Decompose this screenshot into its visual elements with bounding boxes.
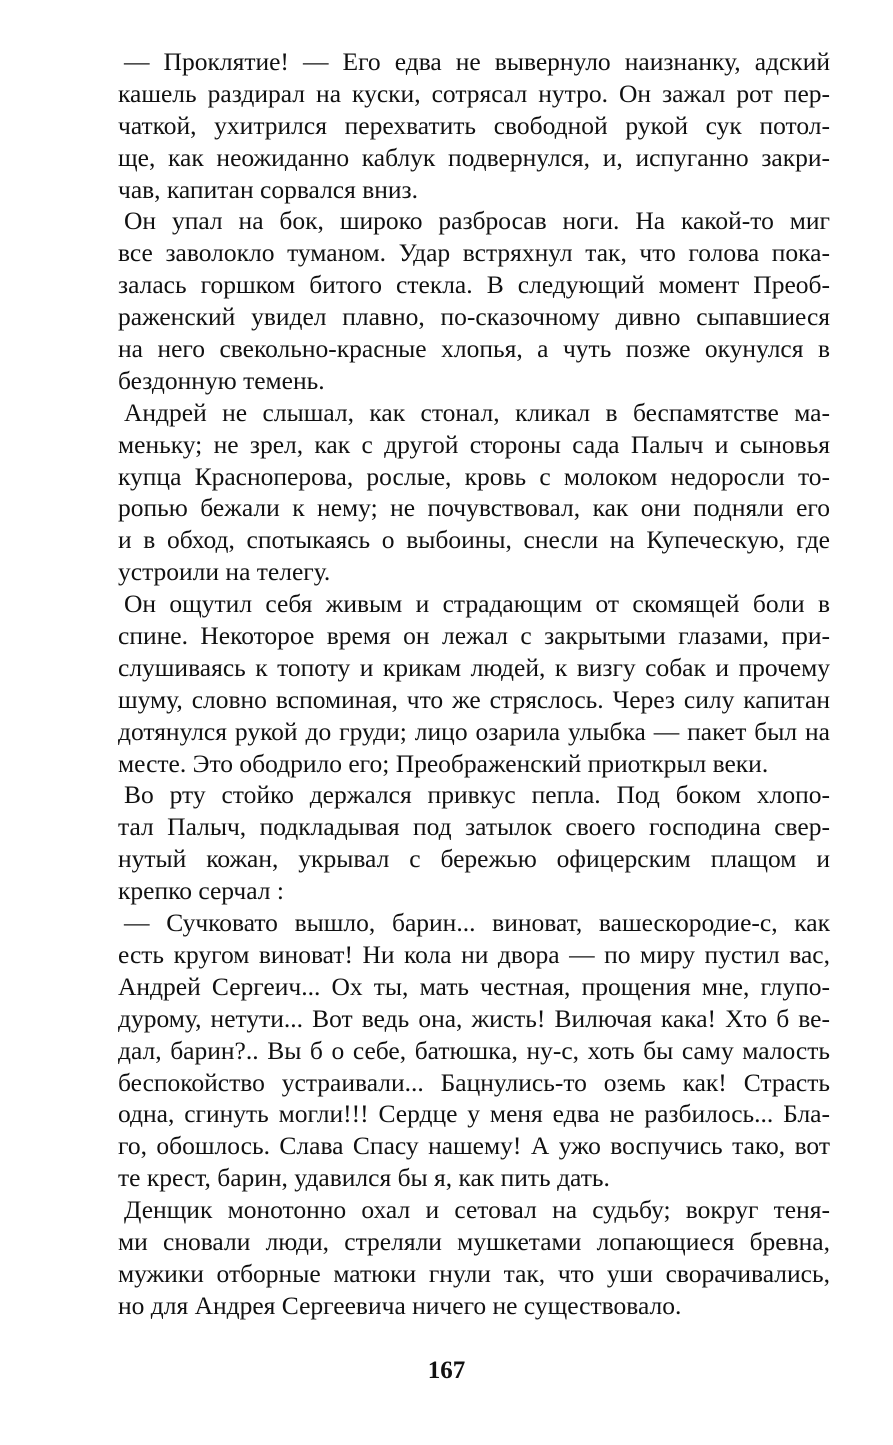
text-line: меньку; не зрел, как с другой стороны сада Палыч и сыновья bbox=[118, 429, 830, 459]
text-line: ропью бежали к нему; не почувствовал, как они подняли его bbox=[118, 493, 830, 523]
text-line: Андрей Сергеич... Ох ты, мать честная, прощения мне, глупо- bbox=[118, 971, 830, 1001]
text-line: но для Андрея Сергеевича ничего не существовало. bbox=[118, 1290, 682, 1320]
text-line: одна, сгинуть могли!!! Сердце у меня едва не разбилось... Бла- bbox=[118, 1099, 830, 1129]
paragraph bbox=[118, 46, 830, 205]
text-line: Андрей не слышал, как стонал, кликал в беспамятстве ма- bbox=[124, 397, 830, 427]
paragraph bbox=[118, 588, 830, 779]
text-line: шуму, словно вспоминая, что же стряслось. Через силу капитан bbox=[118, 684, 830, 714]
text-line: чав, капитан сорвался вниз. bbox=[118, 174, 418, 204]
text-line: раженский увидел плавно, по-сказочному дивно сыпавшиеся bbox=[118, 302, 830, 332]
text-line: беспокойство устраивали... Бацнулись-то оземь как! Страсть bbox=[118, 1067, 830, 1097]
text-line: крепко серчал : bbox=[118, 876, 284, 906]
text-line: ще, как неожиданно каблук подвернулся, и, испуганно закри- bbox=[118, 142, 830, 172]
text-line: Он упал на бок, широко разбросав ноги. На какой-то миг bbox=[124, 206, 830, 236]
paragraph bbox=[118, 205, 830, 396]
text-line: месте. Это ободрило его; Преображенский приоткрыл веки. bbox=[118, 748, 769, 778]
text-line: ми сновали люди, стреляли мушкетами лопающиеся бревна, bbox=[118, 1226, 830, 1256]
text-line: Денщик монотонно охал и сетовал на судьбу; вокруг теня- bbox=[124, 1195, 830, 1225]
text-line: дал, барин?.. Вы б о себе, батюшка, ну-с, хоть бы саму малость bbox=[118, 1035, 830, 1065]
text-line: Во рту стойко держался привкус пепла. Под боком хлопо- bbox=[124, 780, 830, 810]
paragraph bbox=[118, 907, 830, 1194]
text-line: на него свекольно-красные хлопья, а чуть позже окунулся в bbox=[118, 334, 830, 364]
text-line: мужики отборные матюки гнули так, что уши сворачивались, bbox=[118, 1258, 830, 1288]
paragraph bbox=[118, 1194, 830, 1322]
text-line: слушиваясь к топоту и крикам людей, к визгу собак и прочему bbox=[118, 652, 830, 682]
text-line: — Сучковато вышло, барин... виноват, вашескородие-с, как bbox=[124, 908, 830, 938]
text-line: Он ощутил себя живым и страдающим от скомящей боли в bbox=[124, 589, 830, 619]
text-line: купца Красноперова, рослые, кровь с молоком недоросли то- bbox=[118, 461, 830, 491]
text-line: го, обошлось. Слава Спасу нашему! А ужо воспучись тако, вот bbox=[118, 1131, 830, 1161]
text-line: тал Палыч, подкладывая под затылок своего господина свер- bbox=[118, 812, 830, 842]
text-line: все заволокло туманом. Удар встряхнул так, что голова пока- bbox=[118, 238, 830, 268]
paragraph bbox=[118, 397, 830, 588]
text-line: устроили на телегу. bbox=[118, 557, 331, 587]
text-line: те крест, барин, удавился бы я, как пить дать. bbox=[118, 1163, 610, 1193]
text-line: есть кругом виноват! Ни кола ни двора — по миру пустил вас, bbox=[118, 939, 830, 969]
text-line: нутый кожан, укрывал с бережью офицерским плащом и bbox=[118, 844, 830, 874]
text-line: и в обход, спотыкаясь о выбоины, снесли на Купеческую, где bbox=[118, 525, 830, 555]
text-line: кашель раздирал на куски, сотрясал нутро. Он зажал рот пер- bbox=[118, 78, 830, 108]
text-line: спине. Некоторое время он лежал с закрытыми глазами, при- bbox=[118, 621, 830, 651]
text-line: — Проклятие! — Его едва не вывернуло наизнанку, адский bbox=[124, 47, 830, 76]
book-page-text bbox=[118, 46, 830, 1322]
text-line: чаткой, ухитрился перехватить свободной рукой сук потол- bbox=[118, 110, 830, 140]
text-line: дотянулся рукой до груди; лицо озарила улыбка — пакет был на bbox=[118, 716, 830, 746]
paragraph bbox=[118, 779, 830, 907]
text-line: дурому, нетути... Вот ведь она, жисть! Вилючая кака! Хто б ве- bbox=[118, 1003, 830, 1033]
text-line: залась горшком битого стекла. В следующий момент Преоб- bbox=[118, 270, 830, 300]
text-line: бездонную темень. bbox=[118, 365, 325, 395]
page-number: 167 bbox=[427, 1357, 466, 1384]
